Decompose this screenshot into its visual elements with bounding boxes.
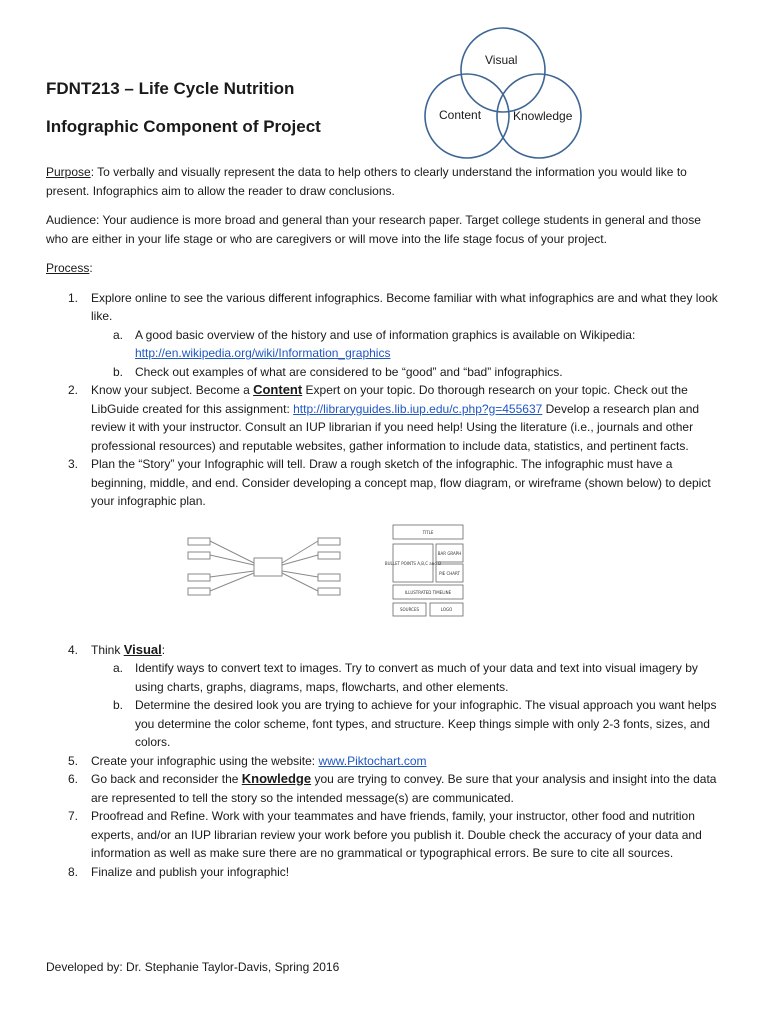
step-2 bbox=[46, 381, 726, 455]
document-body bbox=[46, 163, 726, 881]
step-3 bbox=[46, 455, 726, 511]
sketch-examples bbox=[168, 524, 726, 628]
wireframe-sources: SOURCES bbox=[399, 606, 420, 612]
step-number: 8. bbox=[68, 864, 79, 879]
substep-text: Determine the desired look you are trying to achieve for your infographic. The visual approach you want helps you determine the color scheme, font types, and structure. Keep things simple with only 2-3 fonts, sizes, and colors. bbox=[135, 698, 717, 749]
purpose-text: : To verbally and visually represent the data to help others to clearly understand the information you would like to present. Infographics aim to allow the reader to draw conclusions. bbox=[46, 165, 687, 198]
wireframe-sketch bbox=[384, 524, 464, 622]
purpose-paragraph bbox=[46, 163, 726, 200]
piktochart-link[interactable]: www.Piktochart.com bbox=[318, 753, 427, 768]
step-text-post: Expert on your topic. Do thorough research on your topic. Check out the LibGuide created for this assignment: bbox=[91, 383, 688, 416]
knowledge-emphasis: Knowledge bbox=[241, 771, 312, 786]
step-4-substeps bbox=[91, 659, 726, 752]
wireframe-bullets: BULLET POINTS A,B,C and D bbox=[384, 560, 442, 566]
substep-text: Check out examples of what are considered to be “good” and “bad” infographics. bbox=[135, 364, 563, 379]
step-text-post: : bbox=[161, 642, 166, 657]
step-text: Finalize and publish your infographic! bbox=[91, 864, 290, 879]
substep-1a bbox=[91, 326, 726, 363]
wireframe-title: TITLE bbox=[422, 529, 434, 535]
content-emphasis: Content bbox=[253, 382, 303, 397]
author-credit: Developed by: Dr. Stephanie Taylor-Davis, Spring 2016 bbox=[46, 960, 340, 974]
step-text-pre: Think bbox=[91, 642, 124, 657]
substep-letter: a. bbox=[113, 661, 124, 675]
purpose-label: Purpose bbox=[46, 165, 91, 179]
step-number: 6. bbox=[68, 772, 79, 786]
concept-map-sketch bbox=[168, 528, 368, 618]
substep-letter: a. bbox=[113, 327, 124, 342]
course-title: FDNT213 – Life Cycle Nutrition bbox=[46, 79, 295, 98]
substep-text: Identify ways to convert text to images. Try to convert as much of your data and text into visual imagery by using charts, graphs, diagrams, maps, flowcharts, and other elements. bbox=[135, 661, 698, 694]
wikipedia-link[interactable]: http://en.wikipedia.org/wiki/Information_graphics bbox=[135, 346, 391, 360]
step-text-post2: Develop a research plan and review it with your instructor. Consult an IUP librarian if you need help! Using the literature (i.e., journals and other professional resources) and reputable websites, gather information to include data, statistics, and pertinent facts. bbox=[91, 401, 700, 453]
process-heading bbox=[46, 259, 726, 278]
process-steps bbox=[46, 289, 726, 511]
step-number: 1. bbox=[68, 290, 79, 305]
wireframe-bar: BAR GRAPH bbox=[437, 550, 462, 556]
visual-emphasis: Visual bbox=[123, 641, 162, 657]
step-text: Create your infographic using the website: bbox=[91, 753, 319, 768]
step-text-post: you are trying to convey. Be sure that your analysis and insight into the data are represented to tell the story so the intended message(s) are communicated. bbox=[91, 772, 717, 805]
step-4 bbox=[46, 641, 726, 752]
substep-4a bbox=[91, 659, 726, 696]
process-colon: : bbox=[89, 261, 93, 275]
venn-label-visual: Visual bbox=[485, 53, 518, 67]
step-1 bbox=[46, 289, 726, 382]
step-1-substeps bbox=[91, 326, 726, 382]
step-8 bbox=[46, 863, 726, 882]
substep-letter: b. bbox=[113, 364, 124, 379]
wireframe-logo: LOGO bbox=[440, 606, 453, 612]
step-number: 2. bbox=[68, 383, 79, 397]
venn-diagram bbox=[415, 20, 590, 165]
step-text: Proofread and Refine. Work with your teammates and have friends, family, your instructor, other food and nutrition experts, and/or an IUP librarian review your work before you publish it. Double check the accuracy of your data and information as well as make sure there are no grammatical or typographical errors. Be sure to cite all sources. bbox=[91, 809, 702, 860]
step-text: Explore online to see the various different infographics. Become familiar with what infographics are and what they look like. bbox=[91, 290, 718, 323]
step-6 bbox=[46, 770, 726, 807]
substep-text: A good basic overview of the history and use of information graphics is available on Wikipedia: bbox=[135, 327, 636, 342]
step-number: 4. bbox=[68, 642, 79, 657]
process-steps-continued bbox=[46, 641, 726, 882]
venn-circles bbox=[415, 20, 590, 165]
wireframe-pie: PIE CHART bbox=[439, 570, 460, 576]
step-7 bbox=[46, 807, 726, 863]
process-label: Process bbox=[46, 261, 90, 275]
step-text-pre: Know your subject. Become a bbox=[91, 383, 254, 397]
substep-4b bbox=[91, 696, 726, 752]
libguide-link[interactable]: http://libraryguides.lib.iup.edu/c.php?g=455637 bbox=[293, 401, 543, 416]
venn-label-knowledge: Knowledge bbox=[513, 109, 573, 123]
substep-letter: b. bbox=[113, 698, 124, 712]
step-text: Plan the “Story” your Infographic will tell. Draw a rough sketch of the infographic. The infographic must have a beginning, middle, and end. Consider developing a concept map, flow diagram, or wireframe (shown below) to depict your infographic plan. bbox=[91, 457, 711, 508]
step-number: 3. bbox=[68, 457, 79, 471]
project-subtitle: Infographic Component of Project bbox=[46, 117, 321, 136]
wireframe-timeline: ILLUSTRATED TIMELINE bbox=[404, 589, 452, 595]
step-number: 7. bbox=[68, 809, 79, 823]
step-5 bbox=[46, 752, 726, 771]
step-text-pre: Go back and reconsider the bbox=[91, 772, 242, 786]
step-number: 5. bbox=[68, 753, 79, 768]
substep-1b bbox=[91, 363, 726, 382]
venn-label-content: Content bbox=[439, 108, 482, 122]
audience-paragraph: Audience: Your audience is more broad and general than your research paper. Target college students in general and those who are either in your life stage or who are caregivers or will move into the life stage focus of your project. bbox=[46, 213, 701, 246]
